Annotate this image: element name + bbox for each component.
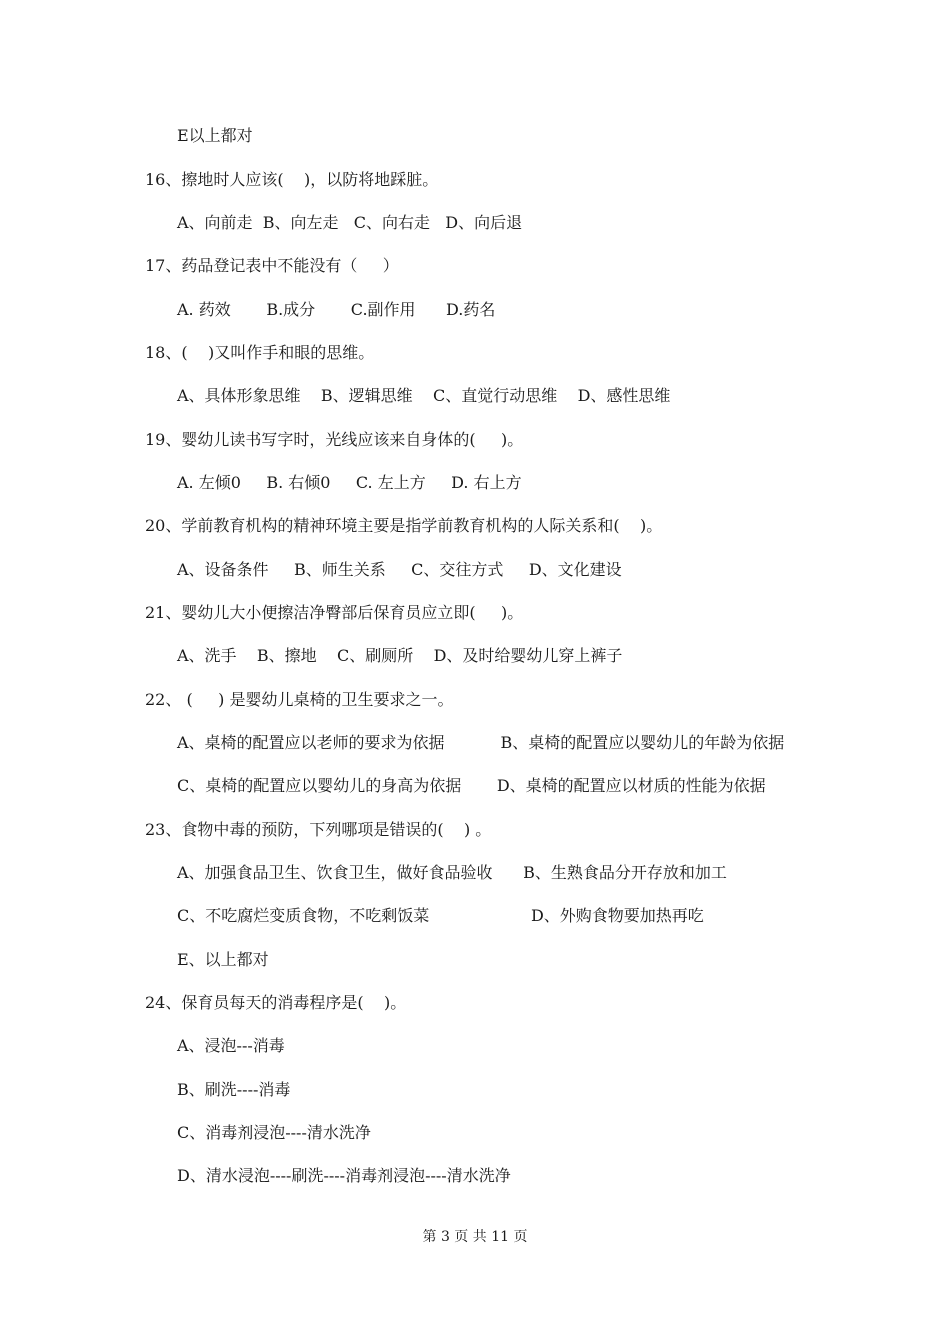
options-22-cd: C、桌椅的配置应以婴幼儿的身高为依据 D、桌椅的配置应以材质的性能为依据 — [177, 776, 766, 795]
options-24-b: B、刷洗----消毒 — [177, 1080, 291, 1099]
options-23-ab: A、加强食品卫生、饮食卫生，做好食品验收 B、生熟食品分开存放和加工 — [177, 863, 727, 882]
page-footer: 第 3 页 共 11 页 — [422, 1229, 528, 1245]
option-line: E以上都对 — [177, 126, 253, 145]
question-22: 22、 ( ) 是婴幼儿桌椅的卫生要求之一。 — [145, 690, 454, 709]
options-23-cd: C、不吃腐烂变质食物，不吃剩饭菜 D、外购食物要加热再吃 — [177, 906, 704, 925]
question-16: 16、擦地时人应该( )，以防将地踩脏。 — [145, 170, 439, 189]
question-20: 20、学前教育机构的精神环境主要是指学前教育机构的人际关系和( )。 — [145, 516, 663, 535]
options-23-e: E、以上都对 — [177, 950, 269, 969]
options-21: A、洗手 B、擦地 C、刷厕所 D、及时给婴幼儿穿上裤子 — [177, 646, 623, 665]
options-22-ab: A、桌椅的配置应以老师的要求为依据 B、桌椅的配置应以婴幼儿的年龄为依据 — [177, 733, 785, 752]
options-20: A、设备条件 B、师生关系 C、交往方式 D、文化建设 — [177, 560, 622, 579]
options-24-a: A、浸泡---消毒 — [177, 1036, 285, 1055]
question-17: 17、药品登记表中不能没有（ ） — [145, 256, 399, 275]
options-19: A. 左倾0 B. 右倾0 C. 左上方 D. 右上方 — [177, 473, 522, 492]
options-16: A、向前走 B、向左走 C、向右走 D、向后退 — [177, 213, 523, 232]
question-18: 18、( )又叫作手和眼的思维。 — [145, 343, 375, 362]
options-17: A. 药效 B.成分 C.副作用 D.药名 — [177, 300, 496, 319]
question-19: 19、婴幼儿读书写字时，光线应该来自身体的( )。 — [145, 430, 524, 449]
question-21: 21、婴幼儿大小便擦洁净臀部后保育员应立即( )。 — [145, 603, 524, 622]
question-23: 23、食物中毒的预防，下列哪项是错误的( ) 。 — [145, 820, 492, 839]
options-24-d: D、清水浸泡----刷洗----消毒剂浸泡----清水洗净 — [177, 1166, 511, 1185]
question-24: 24、保育员每天的消毒程序是( )。 — [145, 993, 407, 1012]
options-24-c: C、消毒剂浸泡----清水洗净 — [177, 1123, 371, 1142]
options-18: A、具体形象思维 B、逻辑思维 C、直觉行动思维 D、感性思维 — [177, 386, 671, 405]
